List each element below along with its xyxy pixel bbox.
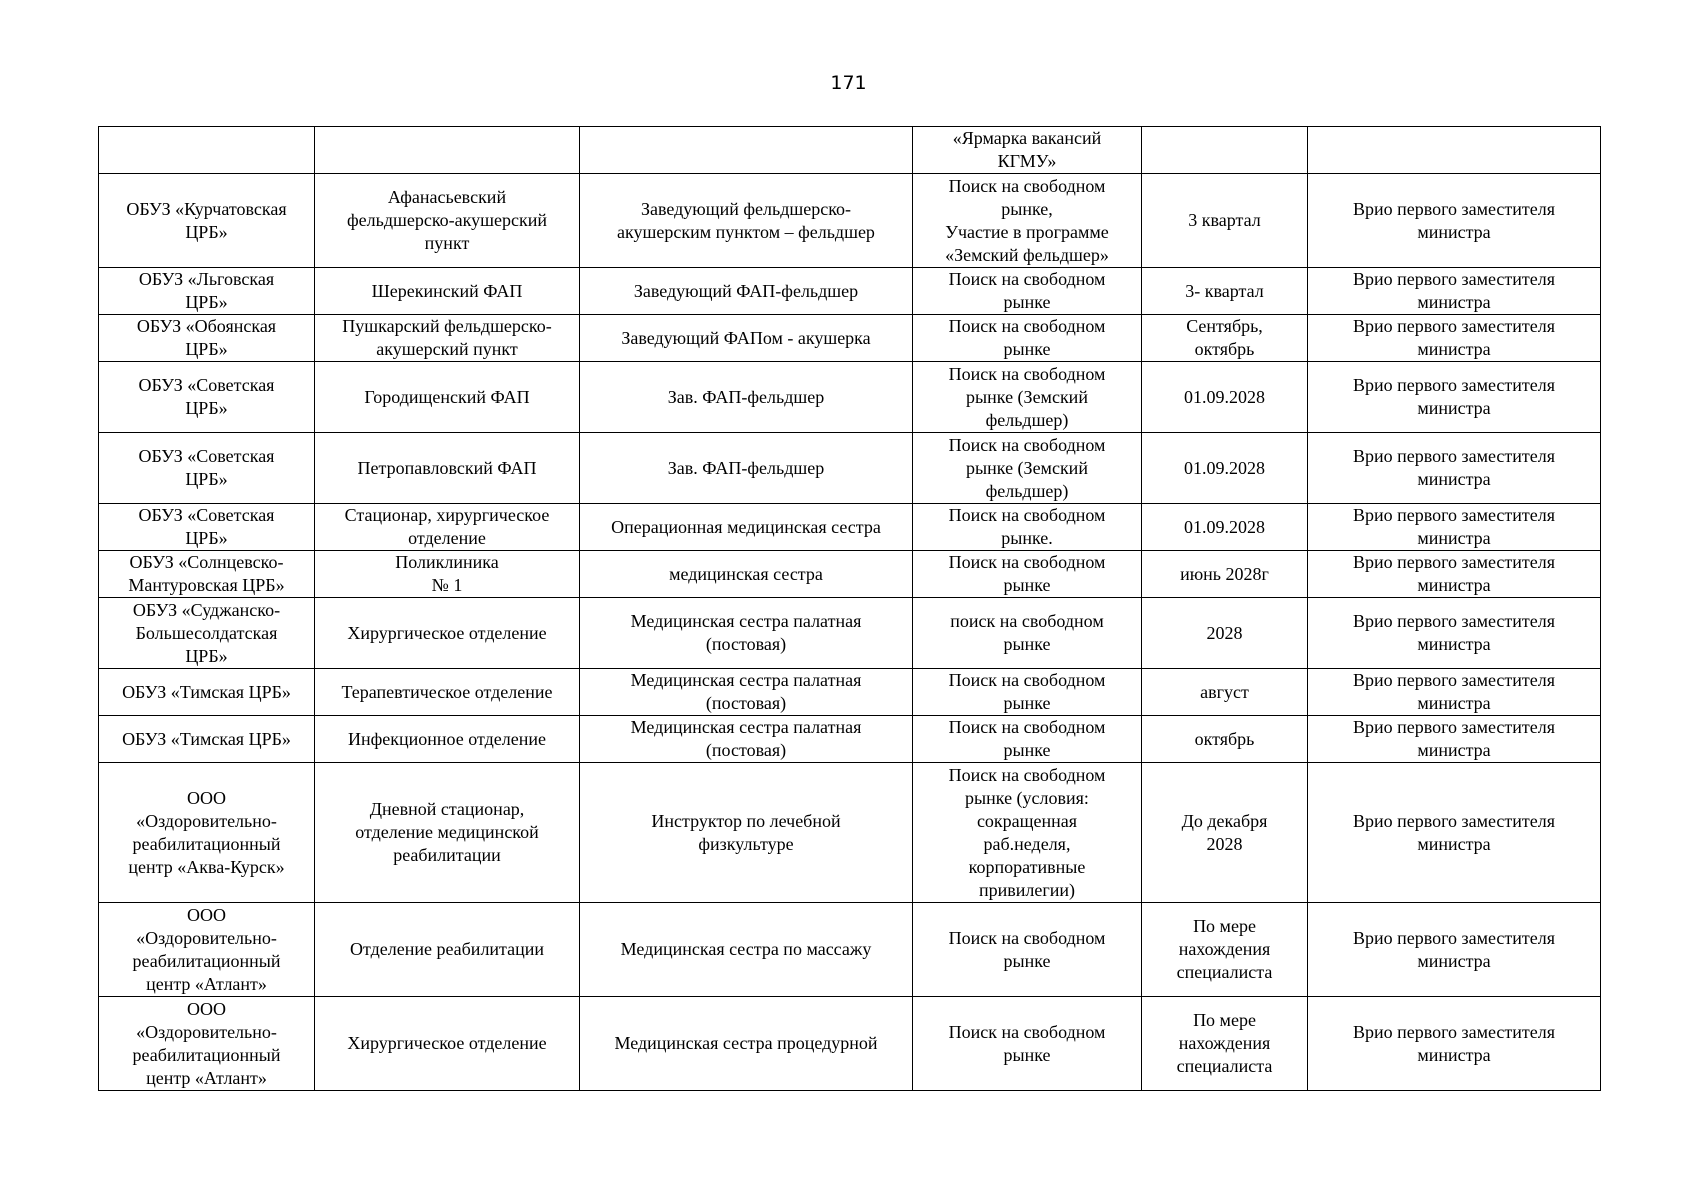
org-cell: ОБУЗ «Суджанско- Большесолдатская ЦРБ» [99, 598, 315, 669]
method-cell: Поиск на свободном рынке (Земский фельдшер) [913, 433, 1142, 504]
org-cell: ОБУЗ «Советская ЦРБ» [99, 433, 315, 504]
responsible-cell: Врио первого заместителя министра [1308, 268, 1601, 315]
page-number: 171 [830, 72, 867, 94]
period-cell [1142, 127, 1308, 174]
table-row [99, 174, 1601, 268]
period-cell: 2028 [1142, 598, 1308, 669]
org-cell: ОБУЗ «Обоянская ЦРБ» [99, 315, 315, 362]
unit-cell: Петропавловский ФАП [315, 433, 580, 504]
period-cell: август [1142, 669, 1308, 716]
table-row [99, 551, 1601, 598]
table-row [99, 997, 1601, 1091]
responsible-cell: Врио первого заместителя министра [1308, 997, 1601, 1091]
period-cell: 01.09.2028 [1142, 504, 1308, 551]
unit-cell: Поликлиника № 1 [315, 551, 580, 598]
period-cell: 01.09.2028 [1142, 362, 1308, 433]
position-cell: Медицинская сестра по массажу [580, 903, 913, 997]
responsible-cell: Врио первого заместителя министра [1308, 669, 1601, 716]
position-cell: Зав. ФАП-фельдшер [580, 433, 913, 504]
org-cell: ОБУЗ «Советская ЦРБ» [99, 504, 315, 551]
table-row [99, 433, 1601, 504]
period-cell: 3- квартал [1142, 268, 1308, 315]
method-cell: Поиск на свободном рынке. [913, 504, 1142, 551]
unit-cell: Инфекционное отделение [315, 716, 580, 763]
table-row [99, 716, 1601, 763]
unit-cell: Хирургическое отделение [315, 598, 580, 669]
position-cell: Медицинская сестра палатная (постовая) [580, 716, 913, 763]
method-cell: Поиск на свободном рынке [913, 716, 1142, 763]
period-cell: июнь 2028г [1142, 551, 1308, 598]
table-row [99, 362, 1601, 433]
unit-cell: Шерекинский ФАП [315, 268, 580, 315]
table-row [99, 598, 1601, 669]
responsible-cell: Врио первого заместителя министра [1308, 362, 1601, 433]
org-cell: ООО «Оздоровительно- реабилитационный центр «Аква-Курск» [99, 763, 315, 903]
unit-cell: Пушкарский фельдшерско- акушерский пункт [315, 315, 580, 362]
method-cell: Поиск на свободном рынке [913, 268, 1142, 315]
responsible-cell [1308, 127, 1601, 174]
org-cell: ОБУЗ «Советская ЦРБ» [99, 362, 315, 433]
table-row [99, 268, 1601, 315]
unit-cell: Дневной стационар, отделение медицинской реабилитации [315, 763, 580, 903]
org-cell: ООО «Оздоровительно- реабилитационный центр «Атлант» [99, 997, 315, 1091]
table-row [99, 903, 1601, 997]
position-cell: Заведующий фельдшерско- акушерским пунктом – фельдшер [580, 174, 913, 268]
org-cell: ОБУЗ «Тимская ЦРБ» [99, 669, 315, 716]
position-cell: Медицинская сестра палатная (постовая) [580, 598, 913, 669]
period-cell: 3 квартал [1142, 174, 1308, 268]
position-cell [580, 127, 913, 174]
responsible-cell: Врио первого заместителя министра [1308, 174, 1601, 268]
responsible-cell: Врио первого заместителя министра [1308, 551, 1601, 598]
responsible-cell: Врио первого заместителя министра [1308, 504, 1601, 551]
table-row [99, 315, 1601, 362]
responsible-cell: Врио первого заместителя министра [1308, 763, 1601, 903]
unit-cell: Стационар, хирургическое отделение [315, 504, 580, 551]
period-cell: По мере нахождения специалиста [1142, 997, 1308, 1091]
org-cell: ОБУЗ «Солнцевско- Мантуровская ЦРБ» [99, 551, 315, 598]
position-cell: Зав. ФАП-фельдшер [580, 362, 913, 433]
org-cell: ОБУЗ «Льговская ЦРБ» [99, 268, 315, 315]
unit-cell: Хирургическое отделение [315, 997, 580, 1091]
unit-cell [315, 127, 580, 174]
method-cell: Поиск на свободном рынке [913, 669, 1142, 716]
method-cell: Поиск на свободном рынке [913, 997, 1142, 1091]
period-cell: Сентябрь, октябрь [1142, 315, 1308, 362]
method-cell: Поиск на свободном рынке [913, 551, 1142, 598]
responsible-cell: Врио первого заместителя министра [1308, 598, 1601, 669]
method-cell: Поиск на свободном рынке, Участие в программе «Земский фельдшер» [913, 174, 1142, 268]
method-cell: Поиск на свободном рынке [913, 903, 1142, 997]
position-cell: Инструктор по лечебной физкультуре [580, 763, 913, 903]
position-cell: Медицинская сестра палатная (постовая) [580, 669, 913, 716]
position-cell: медицинская сестра [580, 551, 913, 598]
position-cell: Медицинская сестра процедурной [580, 997, 913, 1091]
method-cell: Поиск на свободном рынке (Земский фельдшер) [913, 362, 1142, 433]
method-cell: Поиск на свободном рынке [913, 315, 1142, 362]
position-cell: Заведующий ФАПом - акушерка [580, 315, 913, 362]
position-cell: Заведующий ФАП-фельдшер [580, 268, 913, 315]
table-row [99, 127, 1601, 174]
vacancy-table [98, 126, 1601, 1091]
responsible-cell: Врио первого заместителя министра [1308, 716, 1601, 763]
org-cell: ОБУЗ «Тимская ЦРБ» [99, 716, 315, 763]
method-cell: «Ярмарка вакансий КГМУ» [913, 127, 1142, 174]
org-cell [99, 127, 315, 174]
period-cell: До декабря 2028 [1142, 763, 1308, 903]
org-cell: ОБУЗ «Курчатовская ЦРБ» [99, 174, 315, 268]
unit-cell: Городищенский ФАП [315, 362, 580, 433]
table-row [99, 763, 1601, 903]
period-cell: 01.09.2028 [1142, 433, 1308, 504]
responsible-cell: Врио первого заместителя министра [1308, 315, 1601, 362]
table-row [99, 504, 1601, 551]
period-cell: октябрь [1142, 716, 1308, 763]
unit-cell: Отделение реабилитации [315, 903, 580, 997]
unit-cell: Терапевтическое отделение [315, 669, 580, 716]
unit-cell: Афанасьевский фельдшерско-акушерский пункт [315, 174, 580, 268]
method-cell: Поиск на свободном рынке (условия: сокращенная раб.неделя, корпоративные привилегии) [913, 763, 1142, 903]
table-row [99, 669, 1601, 716]
org-cell: ООО «Оздоровительно- реабилитационный центр «Атлант» [99, 903, 315, 997]
method-cell: поиск на свободном рынке [913, 598, 1142, 669]
responsible-cell: Врио первого заместителя министра [1308, 433, 1601, 504]
responsible-cell: Врио первого заместителя министра [1308, 903, 1601, 997]
period-cell: По мере нахождения специалиста [1142, 903, 1308, 997]
position-cell: Операционная медицинская сестра [580, 504, 913, 551]
